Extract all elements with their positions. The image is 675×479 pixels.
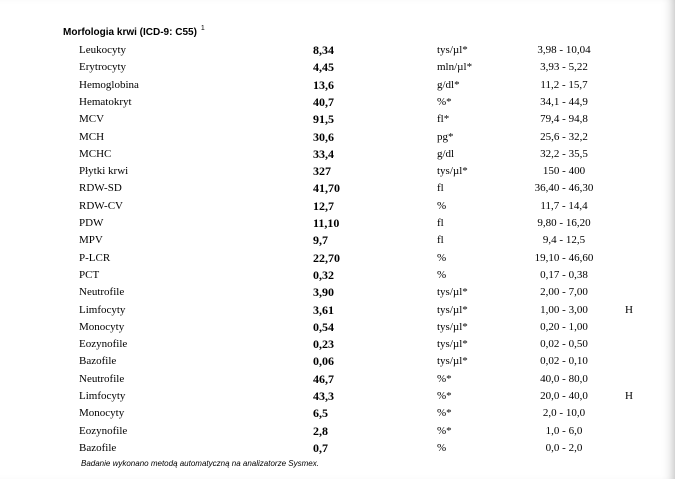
result-flag: H [625,303,633,316]
result-unit: tys/µl* [437,286,468,299]
result-range: 11,2 - 15,7 [540,78,588,91]
result-name: Monocyty [79,407,125,420]
result-unit: % [437,268,447,281]
result-name: Płytki krwi [79,165,129,178]
table-row [0,42,675,59]
result-value: 8,34 [313,43,334,57]
result-unit: fl [437,217,444,229]
table-row [0,388,675,405]
result-unit: fl [437,182,444,195]
result-name: RDW-CV [79,199,123,212]
result-unit: g/dl* [437,78,460,91]
result-name: Leukocyty [79,44,127,56]
result-range: 0,02 - 0,10 [540,355,588,368]
result-name: Limfocyty [79,303,126,316]
result-range: 34,1 - 44,9 [540,95,588,108]
result-value: 33,4 [313,146,334,161]
result-range: 0,17 - 0,38 [540,268,588,281]
result-range: 3,98 - 10,04 [537,44,591,56]
result-value: 9,7 [313,233,328,248]
result-unit: tys/µl* [437,303,468,316]
result-unit: % [437,441,447,454]
result-name: Bazofile [79,441,117,454]
table-row [0,250,675,267]
table-row [0,77,675,94]
table-row [0,267,675,284]
table-row [0,440,675,457]
result-name: Hematokryt [79,95,132,108]
result-name: MCV [79,113,105,126]
table-row [0,59,675,76]
result-name: Erytrocyty [79,61,127,74]
result-value: 3,61 [313,302,334,317]
result-range: 20,0 - 40,0 [540,390,588,402]
table-row [0,319,675,336]
result-value: 0,32 [313,267,334,282]
result-name: Monocyty [79,320,125,333]
result-unit: tys/µl* [437,355,468,368]
result-value: 91,5 [313,112,334,127]
result-range: 0,02 - 0,50 [540,338,588,351]
result-unit: %* [437,95,452,108]
result-range: 40,0 - 80,0 [540,372,588,385]
result-range: 9,4 - 12,5 [542,234,586,247]
result-range: 79,4 - 94,8 [540,113,588,126]
cut-off-line [60,474,140,479]
result-value: 46,7 [313,371,334,386]
result-range: 1,0 - 6,0 [545,424,583,437]
result-name: PDW [79,217,104,229]
table-row [0,405,675,422]
result-value: 3,90 [313,285,334,300]
result-value: 13,6 [313,77,334,92]
result-name: Hemoglobina [79,78,139,91]
table-row [0,302,675,319]
result-value: 11,10 [313,216,340,230]
result-value: 0,23 [313,337,334,352]
result-value: 40,7 [313,94,334,109]
result-unit: tys/µl* [437,165,468,178]
result-value: 4,45 [313,60,334,75]
table-row [0,353,675,370]
table-row [0,198,675,215]
result-range: 0,20 - 1,00 [540,320,588,333]
result-value: 30,6 [313,129,334,144]
table-row [0,336,675,353]
result-unit: tys/µl* [437,338,468,351]
result-value: 0,7 [313,440,328,455]
result-range: 11,7 - 14,4 [540,199,588,212]
section-title-text: Morfologia krwi (ICD-9: C55) [63,27,197,38]
result-value: 22,70 [313,250,340,265]
result-name: Eozynofile [79,424,128,437]
result-range: 3,93 - 5,22 [540,61,588,74]
result-range: 36,40 - 46,30 [534,182,594,195]
result-value: 43,3 [313,389,334,403]
result-name: MCH [79,130,105,143]
result-unit: g/dl [437,147,455,160]
result-name: MCHC [79,147,112,160]
result-value: 0,54 [313,319,334,334]
result-unit: % [437,251,447,264]
result-range: 19,10 - 46,60 [534,251,594,264]
result-unit: %* [437,424,452,437]
table-row [0,423,675,440]
result-range: 32,2 - 35,5 [540,147,588,160]
table-row [0,146,675,163]
result-unit: fl [437,234,444,247]
result-name: MPV [79,234,103,247]
result-name: P-LCR [79,251,111,264]
result-unit: tys/µl* [437,44,468,56]
result-value: 12,7 [313,198,334,213]
table-row [0,371,675,388]
result-name: Neutrofile [79,286,125,299]
table-row [0,180,675,197]
result-unit: %* [437,372,452,385]
result-name: Eozynofile [79,338,128,351]
result-range: 150 - 400 [542,165,586,178]
result-unit: %* [437,407,452,420]
result-range: 1,00 - 3,00 [540,303,588,316]
result-range: 2,00 - 7,00 [540,286,588,299]
result-name: Bazofile [79,355,117,368]
result-range: 0,0 - 2,0 [545,441,583,454]
result-range: 9,80 - 16,20 [537,217,591,229]
table-row [0,215,675,232]
result-name: PCT [79,268,100,281]
result-value: 0,06 [313,354,334,369]
result-unit: mln/µl* [437,61,473,74]
table-row [0,232,675,249]
result-name: Neutrofile [79,372,125,385]
result-range: 2,0 - 10,0 [542,407,586,420]
result-unit: fl* [437,113,450,126]
result-value: 41,70 [313,181,340,196]
table-row [0,111,675,128]
result-value: 2,8 [313,423,328,438]
result-name: RDW-SD [79,182,122,195]
section-title [63,25,205,38]
result-flag: H [625,390,633,402]
table-row [0,129,675,146]
result-value: 6,5 [313,406,328,421]
result-range: 25,6 - 32,2 [540,130,588,143]
result-unit: tys/µl* [437,320,468,333]
result-name: Limfocyty [79,390,126,402]
table-row [0,284,675,301]
title-footnote: 1 [200,25,205,32]
method-note: Badanie wykonano metodą automatyczną na analizatorze Sysmex. [81,459,319,468]
result-unit: % [437,199,447,212]
result-unit: pg* [437,130,454,143]
table-row [0,163,675,180]
result-unit: %* [437,390,452,402]
table-row [0,94,675,111]
result-value: 327 [313,164,331,179]
